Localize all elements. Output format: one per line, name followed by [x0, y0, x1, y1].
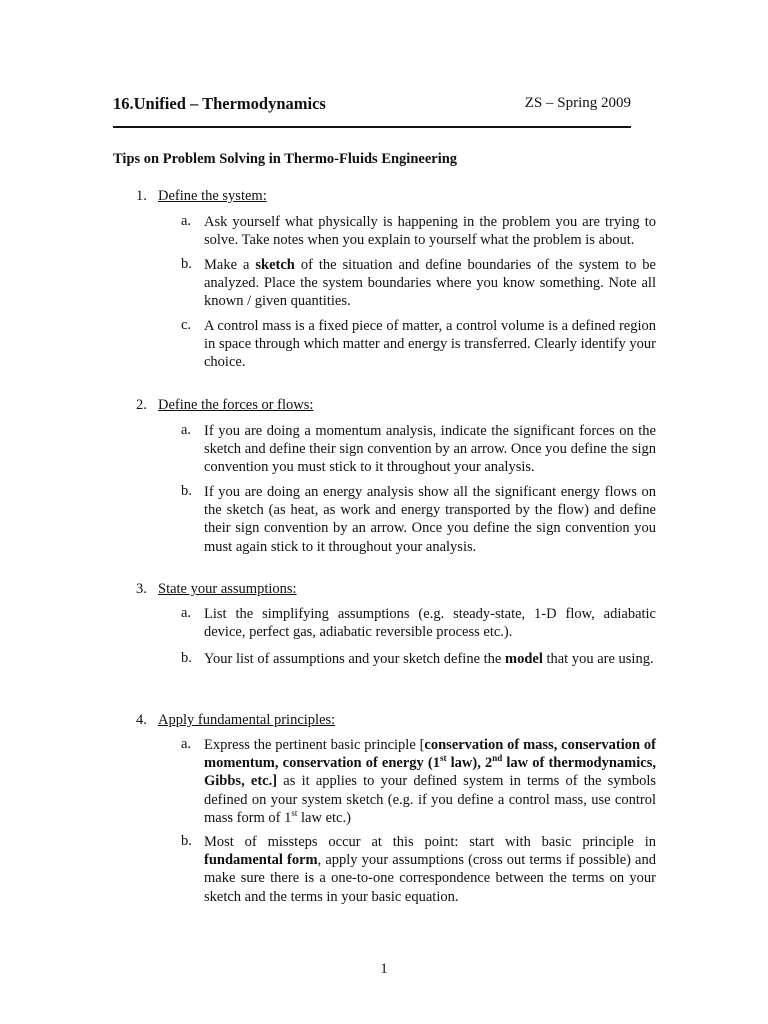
item-text: A control mass is a fixed piece of matter, a control volume is a defined region in space through which matter and energy is transferred. Clearly identify your choice. — [204, 318, 656, 371]
item-text: Make a sketch of the situation and define boundaries of the system to be analyzed. Place the system boundaries where you know something. Note all known / given quantities. — [204, 257, 656, 310]
item-letter: b. — [181, 650, 192, 666]
item-letter: c. — [181, 317, 192, 333]
item-text: If you are doing an energy analysis show all the significant energy flows on the sketch (as heat, as work and energy transported by the flow) and define their sign convention by an arrow. Once you define the sign convention you must again stick to it throughout your analysis. — [204, 484, 656, 555]
step-title: Apply fundamental principles: — [158, 712, 336, 728]
item-letter: a. — [181, 422, 192, 438]
step-title: Define the system: — [158, 188, 267, 204]
step-title: State your assumptions: — [158, 581, 297, 597]
page-header — [113, 94, 631, 116]
item-letter: b. — [181, 483, 192, 499]
document-heading: Tips on Problem Solving in Thermo-Fluids Engineering — [113, 151, 458, 167]
step-number: 4. — [136, 712, 147, 728]
step-number: 3. — [136, 581, 147, 597]
item-letter: a. — [181, 213, 192, 229]
step-title: Define the forces or flows: — [158, 397, 314, 413]
term-label: ZS – Spring 2009 — [524, 95, 631, 111]
item-text: List the simplifying assumptions (e.g. steady-state, 1-D flow, adiabatic device, perfect gas, adiabatic reversible process etc.). — [204, 606, 656, 641]
item-text: Your list of assumptions and your sketch define the model that you are using. — [204, 651, 654, 667]
item-text: Most of missteps occur at this point: start with basic principle in fundamental form, apply your assumptions (cross out terms if possible) and make sure there is a one-to-one correspondence between the terms on your sketch and the terms in your basic equation. — [204, 834, 656, 905]
step-number: 1. — [136, 188, 147, 204]
course-title: 16.Unified – Thermodynamics — [113, 94, 326, 113]
item-letter: b. — [181, 256, 192, 272]
step-number: 2. — [136, 397, 147, 413]
item-text: Express the pertinent basic principle [conservation of mass, conservation of momentum, conservation of energy (1st law), 2nd law of thermodynamics, Gibbs, etc.] as it applies to your defined system in terms of the symbols defined on your system sketch (e.g. if you define a control mass, use control mass form of 1st law etc.) — [204, 737, 657, 826]
header-rule — [113, 126, 631, 128]
item-text: If you are doing a momentum analysis, indicate the significant forces on the sketch and define their sign convention by an arrow. Once you define the sign convention you must stick to it throughout your analysis. — [204, 423, 656, 476]
page-number: 1 — [380, 961, 388, 977]
item-text: Ask yourself what physically is happening in the problem you are trying to solve. Take notes when you explain to yourself what the problem is about. — [204, 214, 656, 249]
item-letter: a. — [181, 605, 192, 621]
item-letter: b. — [181, 833, 192, 849]
item-letter: a. — [181, 736, 192, 752]
